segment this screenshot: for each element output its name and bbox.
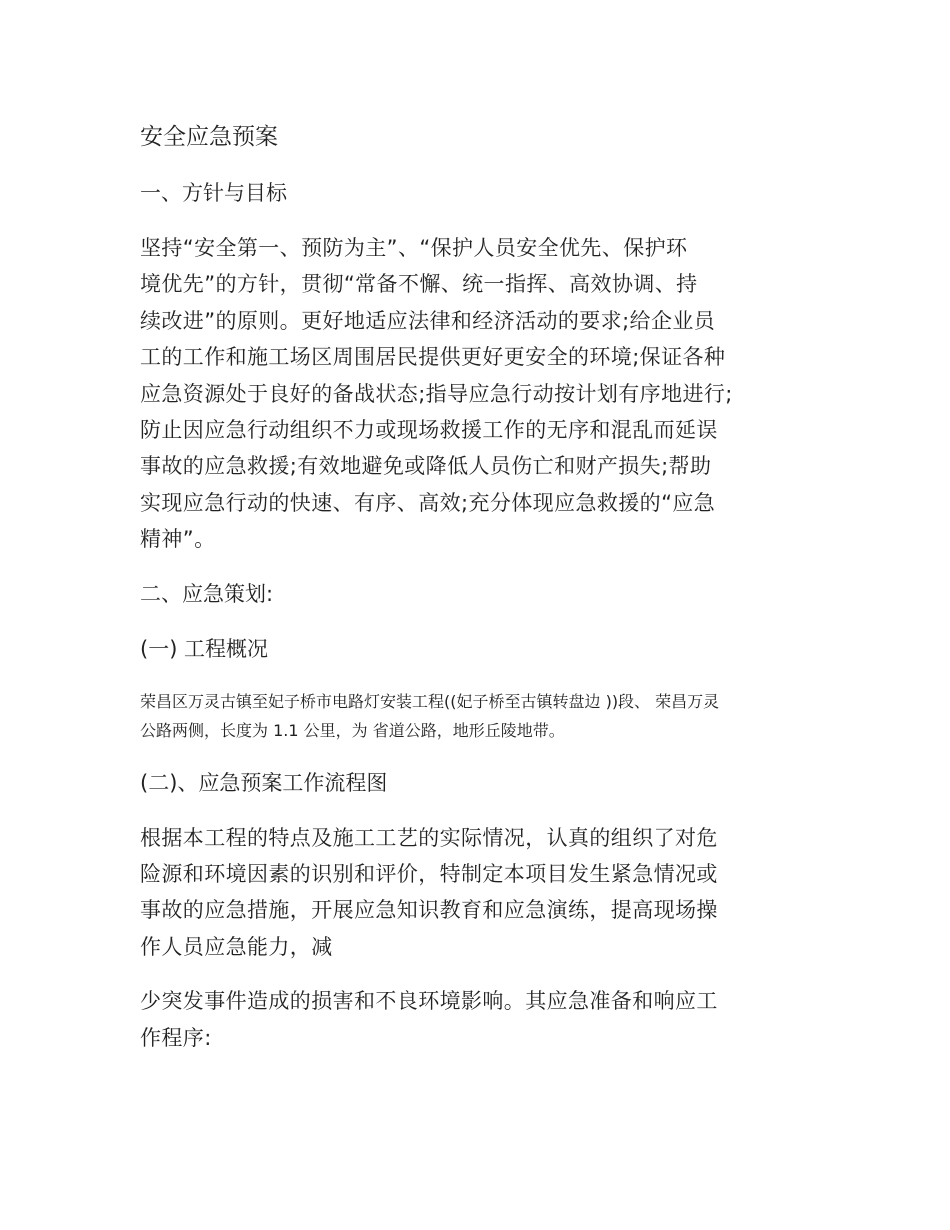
section1-paragraph: [140, 230, 820, 558]
paragraph-line: 荣昌区万灵古镇至妃子桥市电路灯安装工程((妃子桥至古镇转盘边 ))段、 荣昌万灵: [140, 691, 720, 711]
paragraph-line: 工的工作和施工场区周围居民提供更好更安全的环境;保证各种: [140, 345, 726, 370]
paragraph-line: 事故的应急救援;有效地避免或降低人员伤亡和财产损失;帮助: [140, 454, 712, 479]
subsection1-heading: (一) 工程概况: [140, 636, 269, 661]
subsection2-heading: (二)、应急预案工作流程图: [140, 770, 388, 795]
subsection2-paragraph: [140, 820, 820, 966]
paragraph-line: 根据本工程的特点及施工工艺的实际情况，认真的组织了对危: [140, 825, 718, 850]
document-page: [140, 118, 820, 1056]
paragraph-line: 防止因应急行动组织不力或现场救援工作的无序和混乱而延误: [140, 418, 718, 443]
paragraph-line: 境优先”的方针，贯彻“常备不懈、统一指挥、高效协调、持: [140, 272, 698, 297]
paragraph-line: 作人员应急能力，减: [140, 934, 333, 959]
section1-heading: 一、方针与目标: [140, 181, 287, 205]
paragraph-line: 应急资源处于良好的备战状态;指导应急行动按计划有序地进行;: [140, 381, 733, 406]
paragraph-line: 事故的应急措施，开展应急知识教育和应急演练，提高现场操: [140, 898, 718, 923]
paragraph-line: 坚持“安全第一、预防为主”、“保护人员安全优先、保护环: [140, 236, 688, 260]
paragraph-line: 少突发事件造成的损害和不良环境影响。其应急准备和响应工: [140, 989, 718, 1014]
paragraph-line: 作程序:: [140, 1025, 212, 1050]
paragraph-line: 公路两侧，长度为 1.1 公里，为 省道公路，地形丘陵地带。: [140, 720, 565, 740]
paragraph-line: 险源和环境因素的识别和评价，特制定本项目发生紧急情况或: [140, 862, 718, 887]
document-title: 安全应急预案: [140, 124, 278, 150]
paragraph-line: 实现应急行动的快速、有序、高效;充分体现应急救援的“应急: [140, 490, 716, 515]
section2-heading: 二、应急策划:: [140, 581, 274, 606]
paragraph-line: 续改进”的原则。更好地适应法律和经济活动的要求;给企业员: [140, 308, 716, 333]
subsection1-paragraph: [140, 687, 820, 745]
subsection2-paragraph-continued: [140, 983, 820, 1056]
paragraph-line: 精神”。: [140, 527, 216, 552]
